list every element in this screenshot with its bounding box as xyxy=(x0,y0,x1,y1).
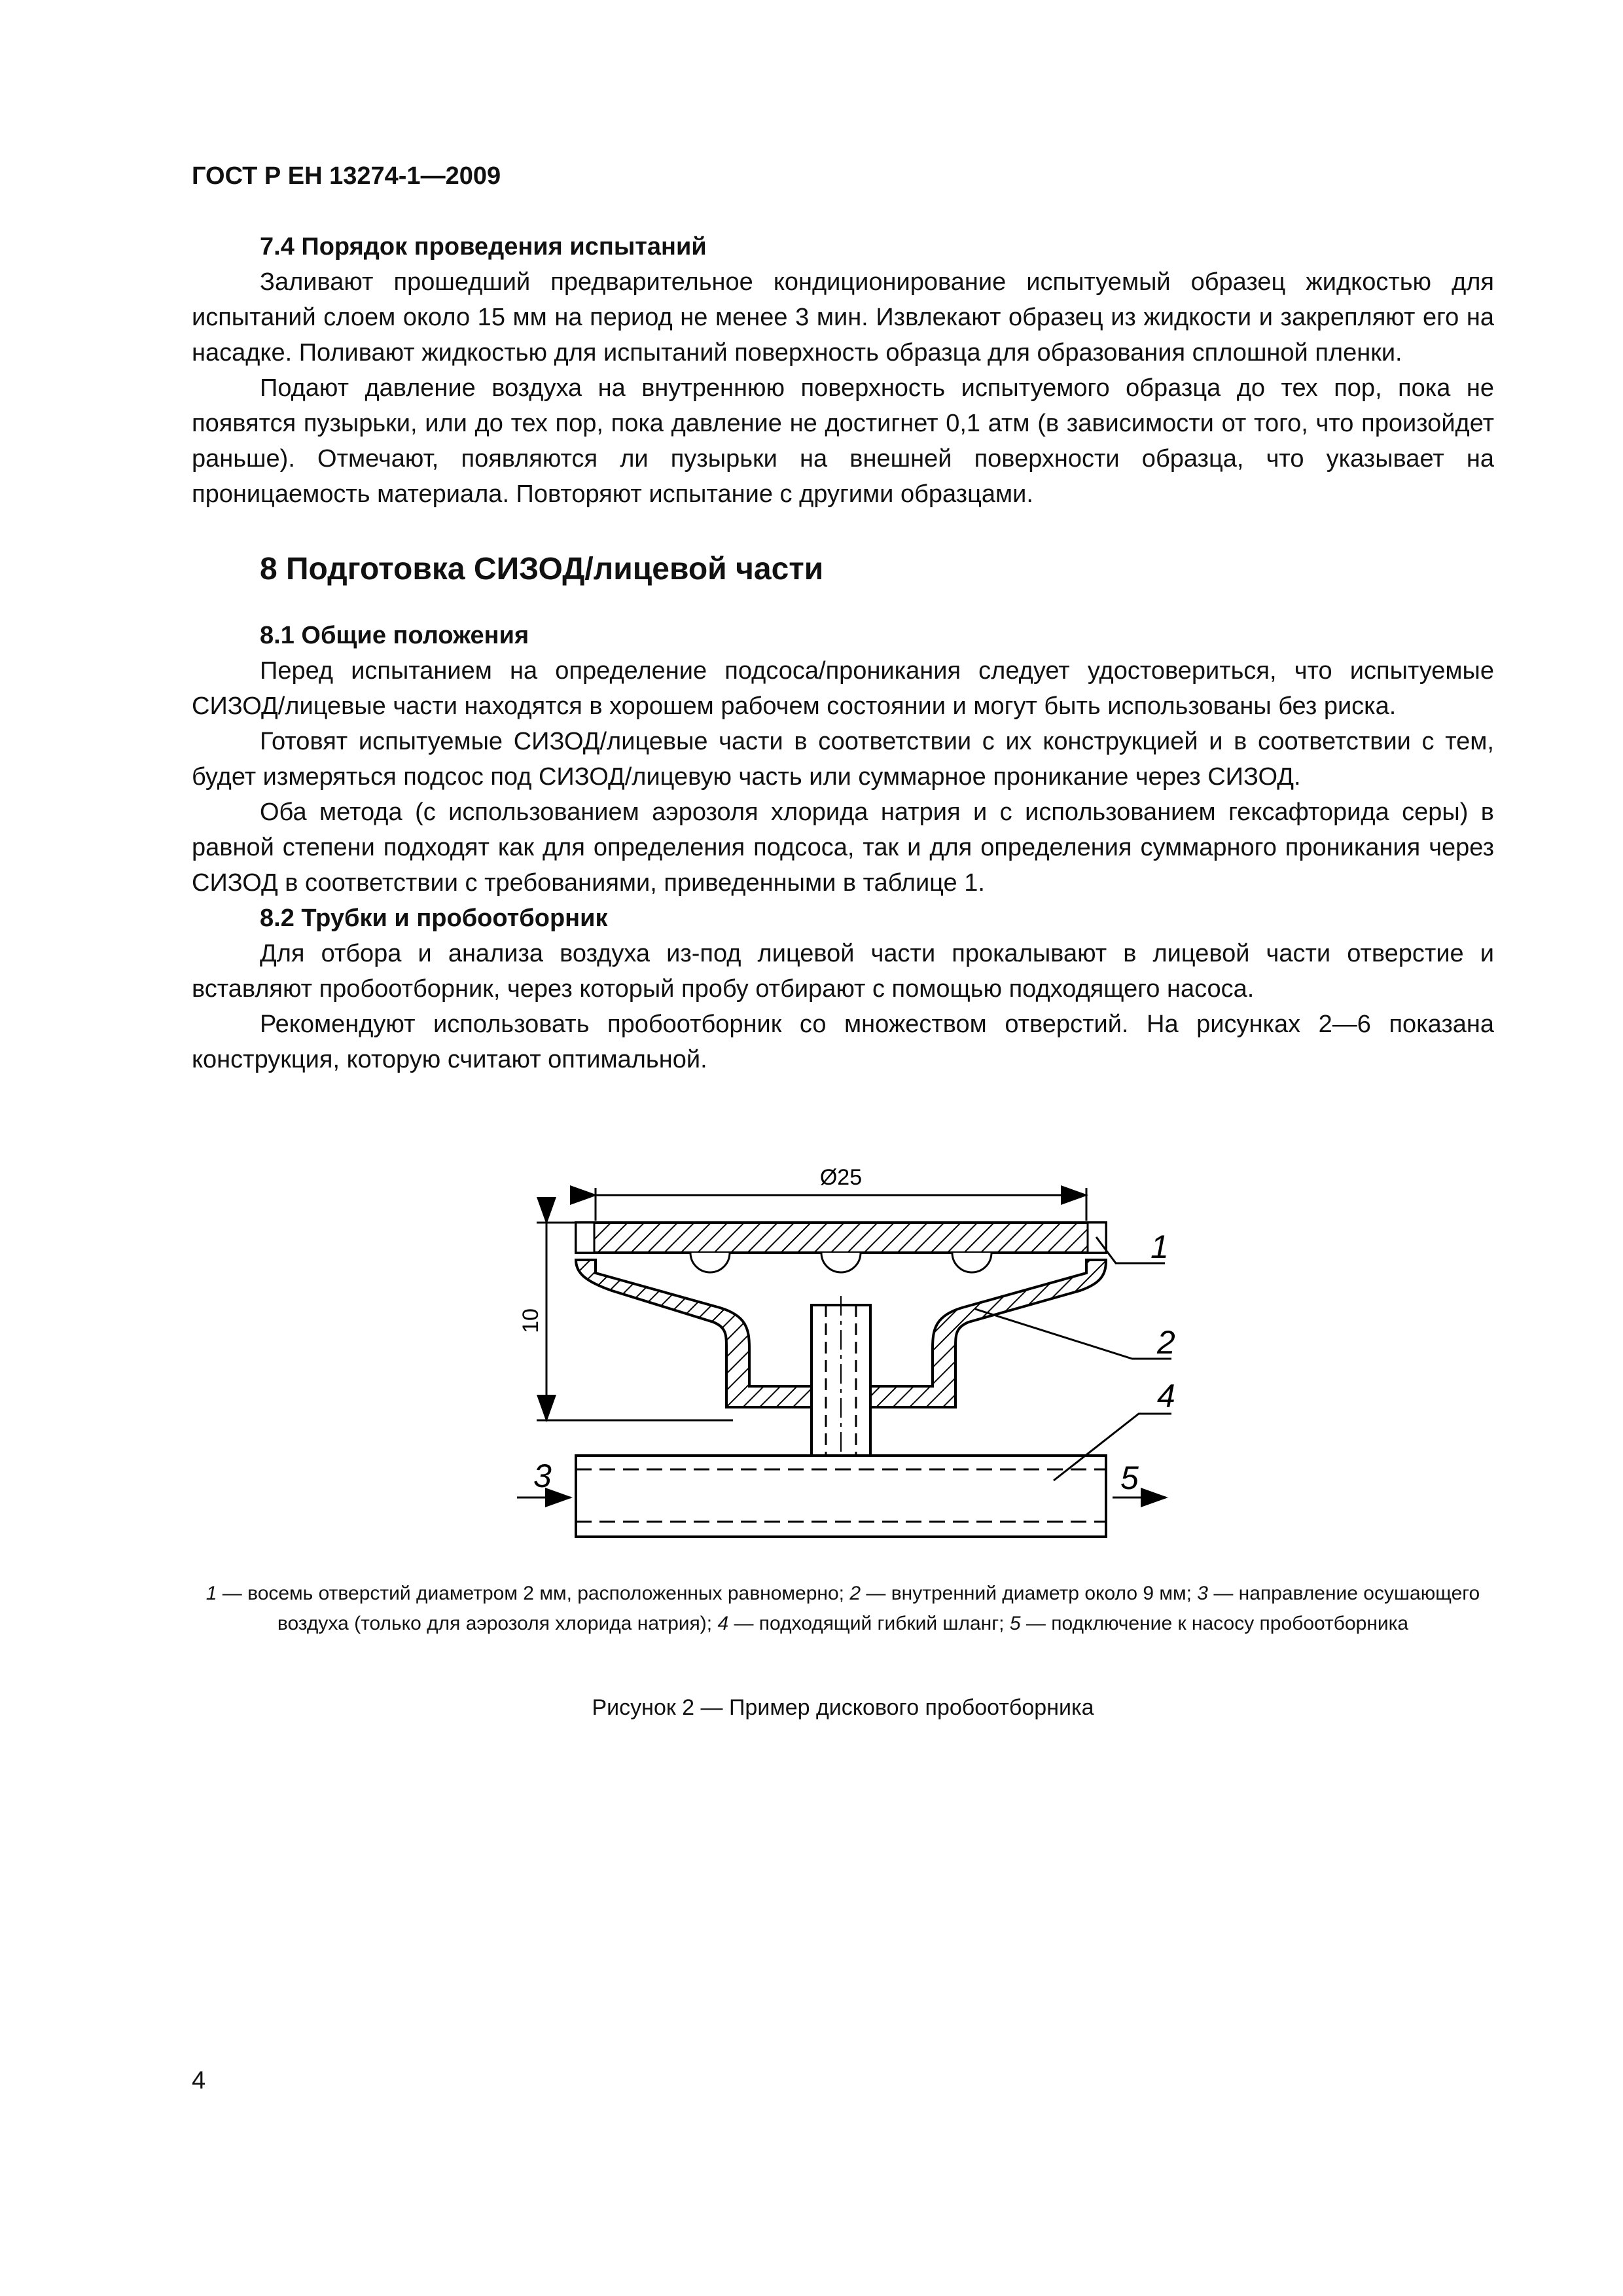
diameter-dimension xyxy=(596,1165,1086,1221)
section-7-4-paragraph-1: Заливают прошедший предварительное кондиционирование испытуемый образец жидкостью для испытаний слоем около 15 мм на период не менее 3 мин. Извлекают образец из жидкости и закрепляют его на насадке. Поливают жидкостью для испытаний поверхность образца для образования сплошной пленки. xyxy=(192,268,1494,367)
section-8-title: 8 Подготовка СИЗОД/лицевой части xyxy=(260,552,824,586)
central-tube xyxy=(812,1296,870,1466)
legend-num-2: 2 xyxy=(849,1583,861,1604)
section-8-2-paragraph-2: Рекомендуют использовать пробоотборник со множеством отверстий. На рисунках 2—6 показана конструкция, которую считают оптимальной. xyxy=(192,1011,1494,1073)
legend-text-1: — восемь отверстий диаметром 2 мм, расположенных равномерно; xyxy=(217,1583,850,1604)
legend-num-4: 4 xyxy=(717,1613,729,1634)
page-number: 4 xyxy=(192,2067,206,2094)
probe-drawing xyxy=(510,1158,1518,1577)
top-disk xyxy=(576,1223,1106,1272)
section-8-1-title: 8.1 Общие положения xyxy=(260,622,529,649)
legend-text-5: — подключение к насосу пробоотборника xyxy=(1020,1613,1409,1634)
figure-legend xyxy=(192,1579,1494,1639)
callout-1: 1 xyxy=(1150,1229,1169,1265)
legend-text-2: — внутренний диаметр около 9 мм; xyxy=(861,1583,1198,1604)
leader-line-2 xyxy=(975,1309,1171,1359)
section-8-1-paragraph-3: Оба метода (с использованием аэрозоля хлорида натрия и с использованием гексафторида серы) в равной степени подходят как для определения подсоса, так и для определения суммарного проникания через СИЗОД в соответствии с требованиями, приведенными в таблице 1. xyxy=(192,798,1494,897)
section-8-2-paragraph-1: Для отбора и анализа воздуха из-под лицевой части прокалывают в лицевой части отверстие и вставляют пробоотборник, через который пробу отбирают с помощью подходящего насоса. xyxy=(192,940,1494,1003)
section-7-4-title: 7.4 Порядок проведения испытаний xyxy=(260,233,707,260)
section-7-4-paragraph-2: Подают давление воздуха на внутреннюю поверхность испытуемого образца до тех пор, пока не появятся пузырьки, или до тех пор, пока давление не достигнет 0,1 атм (в зависимости от того, что произойдет раньше). Отмечают, появляются ли пузырьки на внешней поверхности образца, что указывает на проницаемость материала. Повторяют испытание с другими образцами. xyxy=(192,374,1494,508)
legend-text-3: — направление осушающего воздуха (только для аэрозоля хлорида натрия); xyxy=(277,1583,1480,1634)
document-body xyxy=(192,229,1494,1077)
height-label: 10 xyxy=(518,1308,543,1333)
callout-5: 5 xyxy=(1120,1460,1139,1496)
section-8-1-paragraph-2: Готовят испытуемые СИЗОД/лицевые части в соответствии с их конструкцией и в соответствии с тем, будет измеряться подсос под СИЗОД/лицевую часть или суммарное проникание через СИЗОД. xyxy=(192,728,1494,791)
figure-caption: Рисунок 2 — Пример дискового пробоотборника xyxy=(592,1695,1094,1720)
callout-4: 4 xyxy=(1157,1378,1175,1414)
section-8-1-paragraph-1: Перед испытанием на определение подсоса/проникания следует удостовериться, что испытуемые СИЗОД/лицевые части находятся в хорошем рабочем состоянии и могут быть использованы без риска. xyxy=(192,657,1494,720)
legend-num-5: 5 xyxy=(1009,1613,1021,1634)
legend-num-1: 1 xyxy=(205,1583,217,1604)
diameter-label: Ø25 xyxy=(819,1165,863,1190)
legend-num-3: 3 xyxy=(1197,1583,1208,1604)
document-header: ГОСТ Р ЕН 13274-1—2009 xyxy=(192,162,501,190)
legend-text-4: — подходящий гибкий шланг; xyxy=(728,1613,1010,1634)
section-8-2-title: 8.2 Трубки и пробоотборник xyxy=(260,905,608,932)
callout-2: 2 xyxy=(1157,1324,1175,1361)
hose xyxy=(576,1456,1106,1537)
callout-3: 3 xyxy=(533,1458,552,1494)
